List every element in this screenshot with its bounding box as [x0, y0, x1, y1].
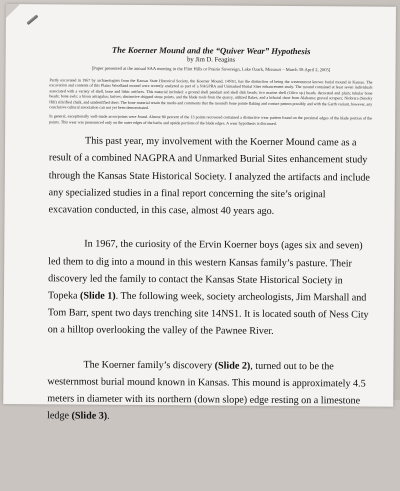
body-paragraph — [47, 356, 370, 427]
slide-reference: (Slide 2) — [214, 360, 251, 372]
slide-reference: (Slide 1) — [80, 290, 116, 302]
text-run: . The following week, society archeologists, Jim Marshall and Tom Barr, spent two days trenching site 14NS1. It is located south of Ness City on a hilltop overlooking the valley of the Pawnee River. — [47, 290, 369, 338]
text-run: . — [107, 411, 110, 423]
slide-reference: (Slide 3) — [71, 410, 108, 423]
document-title: The Koerner Mound and the “Quiver Wear” Hypothesis — [111, 44, 311, 57]
staple-icon — [26, 14, 38, 25]
body-paragraph — [49, 133, 373, 221]
body-paragraph — [48, 236, 372, 341]
dog-ear-corner — [6, 4, 20, 18]
presentation-note: [Paper presented at the annual SAA meeting in the Flint Hills or Prairie Sovereign, Lake Ozark, Missouri – March 30-April 2, 2005] — [91, 65, 331, 73]
text-run: This past year, my involvement with the Koerner Mound came as a result of a combined NAGPRA and Unmarked Burial Sites enhancement study through the Kansas State Historical Society. I analyzed the artifacts and include any specialized studies in a final report concerning the site’s original excavation conducted, in this case, almost 40 years ago. — [48, 135, 370, 217]
abstract-paragraph-1: Partly excavated in 1967 by archaeologists from the Kansas State Historical Society, the Koerner Mound, 14NS1, has the distinction of being the westernmost known burial mound in Kansas. The excavation and contents of this Plains Woodland mound were recently analyzed as part of a NAGPRA and Unmarked Burial Sites enhancement study. The mound contained at least seven individuals associated with a variety of shell, bone and lithic artifacts. This material included: a ground shell pendant and shell disk beads; two marine shell (Olivo sp.) beads, decorated and plain; tubular bone beads; bone awls; a bison astragalus; knives; distinctive chipped stone points, and the blade tools from the quarry, utilized flakes, and a bifacial chert from Alabama; graved scrapers; Niobrara (Smoky Hill) silicified chalk, and unidentified chert. The bone material retain the marks and comments that the mound's bone pointe flaking and contact pattern possibly and with the Garth variant, however, any conclusive cultural association can not yet been demonstrated. — [49, 77, 373, 111]
text-run: In 1967, the curiosity of the Ervin Koerner boys (ages six and seven) led them to dig into a mound in this western Kansas family’s pasture. Their discovery led the family to contact the Kansas State Historical Society in Topeka — [47, 239, 363, 302]
body-text — [47, 133, 372, 491]
document-content — [47, 44, 373, 490]
document-author: by Jim D. Feagins — [187, 56, 236, 64]
abstract-paragraph-2: In general, exceptionally well-made arrowpoints were found. Almost 80 percent of the 13 points recovered contained a distinctive wear pattern found on the proximal edges of the blade portion of the points. This wear was pronounced only on the outer edges of the barbs and upside portions of the blade edges. A wear hypothesis is discussed. — [49, 113, 373, 126]
text-run: , turned out to be the westernmost burial mound known in Kansas. This mound is approximately 4.5 meters in diameter with its northern (down slope) edge resting on a limestone ledge — [47, 360, 366, 422]
text-run: The Koerner family’s discovery — [83, 359, 215, 372]
paper-sheet — [3, 4, 396, 423]
